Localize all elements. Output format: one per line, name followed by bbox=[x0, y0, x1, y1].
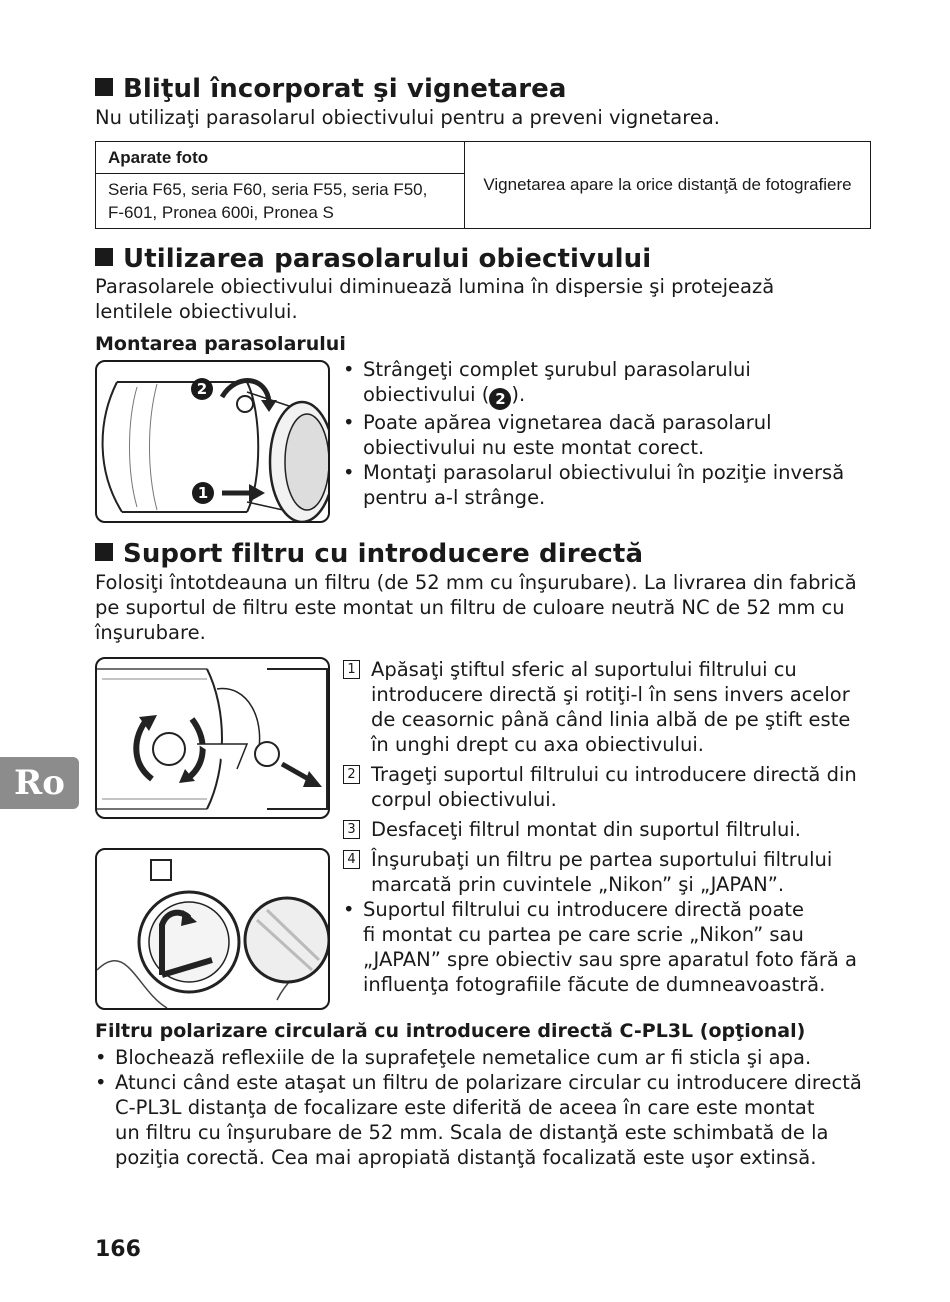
section-intro: Nu utilizaţi parasolarul obiectivului pentru a preveni vignetarea. bbox=[95, 106, 720, 129]
callout-marker-2: 2 bbox=[191, 378, 213, 400]
section-intro: Parasolarele obiectivului diminuează lumina în dispersie şi protejează lentilele obiectivului. bbox=[95, 275, 775, 323]
polarizing-filter-bullets bbox=[95, 1045, 895, 1170]
camera-vignetting-table bbox=[95, 141, 871, 229]
square-bullet-icon bbox=[95, 78, 113, 96]
callout-marker-1: 1 bbox=[192, 482, 214, 504]
square-bullet-icon bbox=[95, 543, 113, 561]
lens-hood-bullets bbox=[343, 357, 903, 510]
subheading-polarizing-filter: Filtru polarizare circulară cu introducere directă C-PL3L (opţional) bbox=[95, 1020, 806, 1042]
table-cell-result: Vignetarea apare la orice distanţă de fotografiere bbox=[465, 142, 871, 229]
section-intro: Folosiţi întotdeauna un filtru (de 52 mm cu înşurubare). La livrarea din fabrică pe suportul de filtru este montat un filtru de culoare neutră NC de 52 mm cu înşurubare. bbox=[95, 571, 857, 644]
section-heading-built-in-flash: Bliţul încorporat şi vignetarea bbox=[95, 74, 567, 104]
lens-hood-illustration bbox=[95, 360, 330, 523]
filter-screw-on-illustration bbox=[95, 848, 330, 1010]
list-item: • Suportul filtrului cu introducere directă poate fi montat cu partea pe care scrie „Nikon” sau „JAPAN” spre obiectiv sau spre aparatul foto fără a influenţa fotografiile făcute de dumneavoastră. bbox=[343, 897, 888, 997]
list-item: • Strângeţi complet şurubul parasolarului obiectivului ( 2 ). bbox=[343, 357, 903, 410]
step-3: 3 Desfaceţi filtrul montat din suportul filtrului. bbox=[343, 817, 888, 842]
step-2: 2 Trageţi suportul filtrului cu introducere directă din corpul obiectivului. bbox=[343, 762, 888, 812]
filter-screw-drawing bbox=[97, 850, 328, 1008]
step-4: 4 Înşurubaţi un filtru pe partea suportului filtrului marcată prin cuvintele „Nikon” şi „JAPAN”. bbox=[343, 847, 888, 897]
section-heading-lens-hood: Utilizarea parasolarului obiectivului bbox=[95, 244, 651, 274]
step-number: 2 bbox=[343, 765, 360, 784]
callout-marker-2: 2 bbox=[489, 388, 511, 410]
table-header-cameras: Aparate foto bbox=[96, 142, 465, 174]
step-number: 4 bbox=[343, 850, 360, 869]
filter-holder-note bbox=[343, 897, 888, 997]
language-tab: Ro bbox=[0, 757, 79, 809]
step-1: 1 Apăsaţi ştiftul sferic al suportului filtrului cu introducere directă şi rotiţi-l în sens invers acelor de ceasornic până când linia albă de pe ştift este în unghi drept cu axa obiectivului. bbox=[343, 657, 888, 757]
filter-holder-steps bbox=[343, 657, 888, 997]
page-number: 166 bbox=[95, 1237, 141, 1262]
step-number: 1 bbox=[343, 660, 360, 679]
square-bullet-icon bbox=[95, 248, 113, 266]
step-number: 3 bbox=[343, 820, 360, 839]
list-item: • Montaţi parasolarul obiectivului în poziţie inversă pentru a-l strânge. bbox=[343, 460, 903, 510]
list-item: • Atunci când este ataşat un filtru de polarizare circular cu introducere directă C-PL3L distanţa de focalizare este diferită de aceea în care este montat un filtru cu înşurubare de 52 mm. Scala de distanţă este schimbată de la poziţia corectă. Cea mai apropiată distanţă focalizată este uşor extinsă. bbox=[95, 1070, 895, 1170]
list-item: • Blochează reflexiile de la suprafeţele nemetalice cum ar fi sticla şi apa. bbox=[95, 1045, 895, 1070]
table-cell-cameras: Seria F65, seria F60, seria F55, seria F50, F-601, Pronea 600i, Pronea S bbox=[96, 174, 465, 229]
subheading-attaching-hood: Montarea parasolarului bbox=[95, 333, 346, 355]
list-item: • Poate apărea vignetarea dacă parasolarul obiectivului nu este montat corect. bbox=[343, 410, 903, 460]
filter-holder-removal-illustration bbox=[95, 657, 330, 819]
section-heading-filter-holder: Suport filtru cu introducere directă bbox=[95, 539, 643, 569]
filter-holder-drawing bbox=[97, 659, 328, 817]
